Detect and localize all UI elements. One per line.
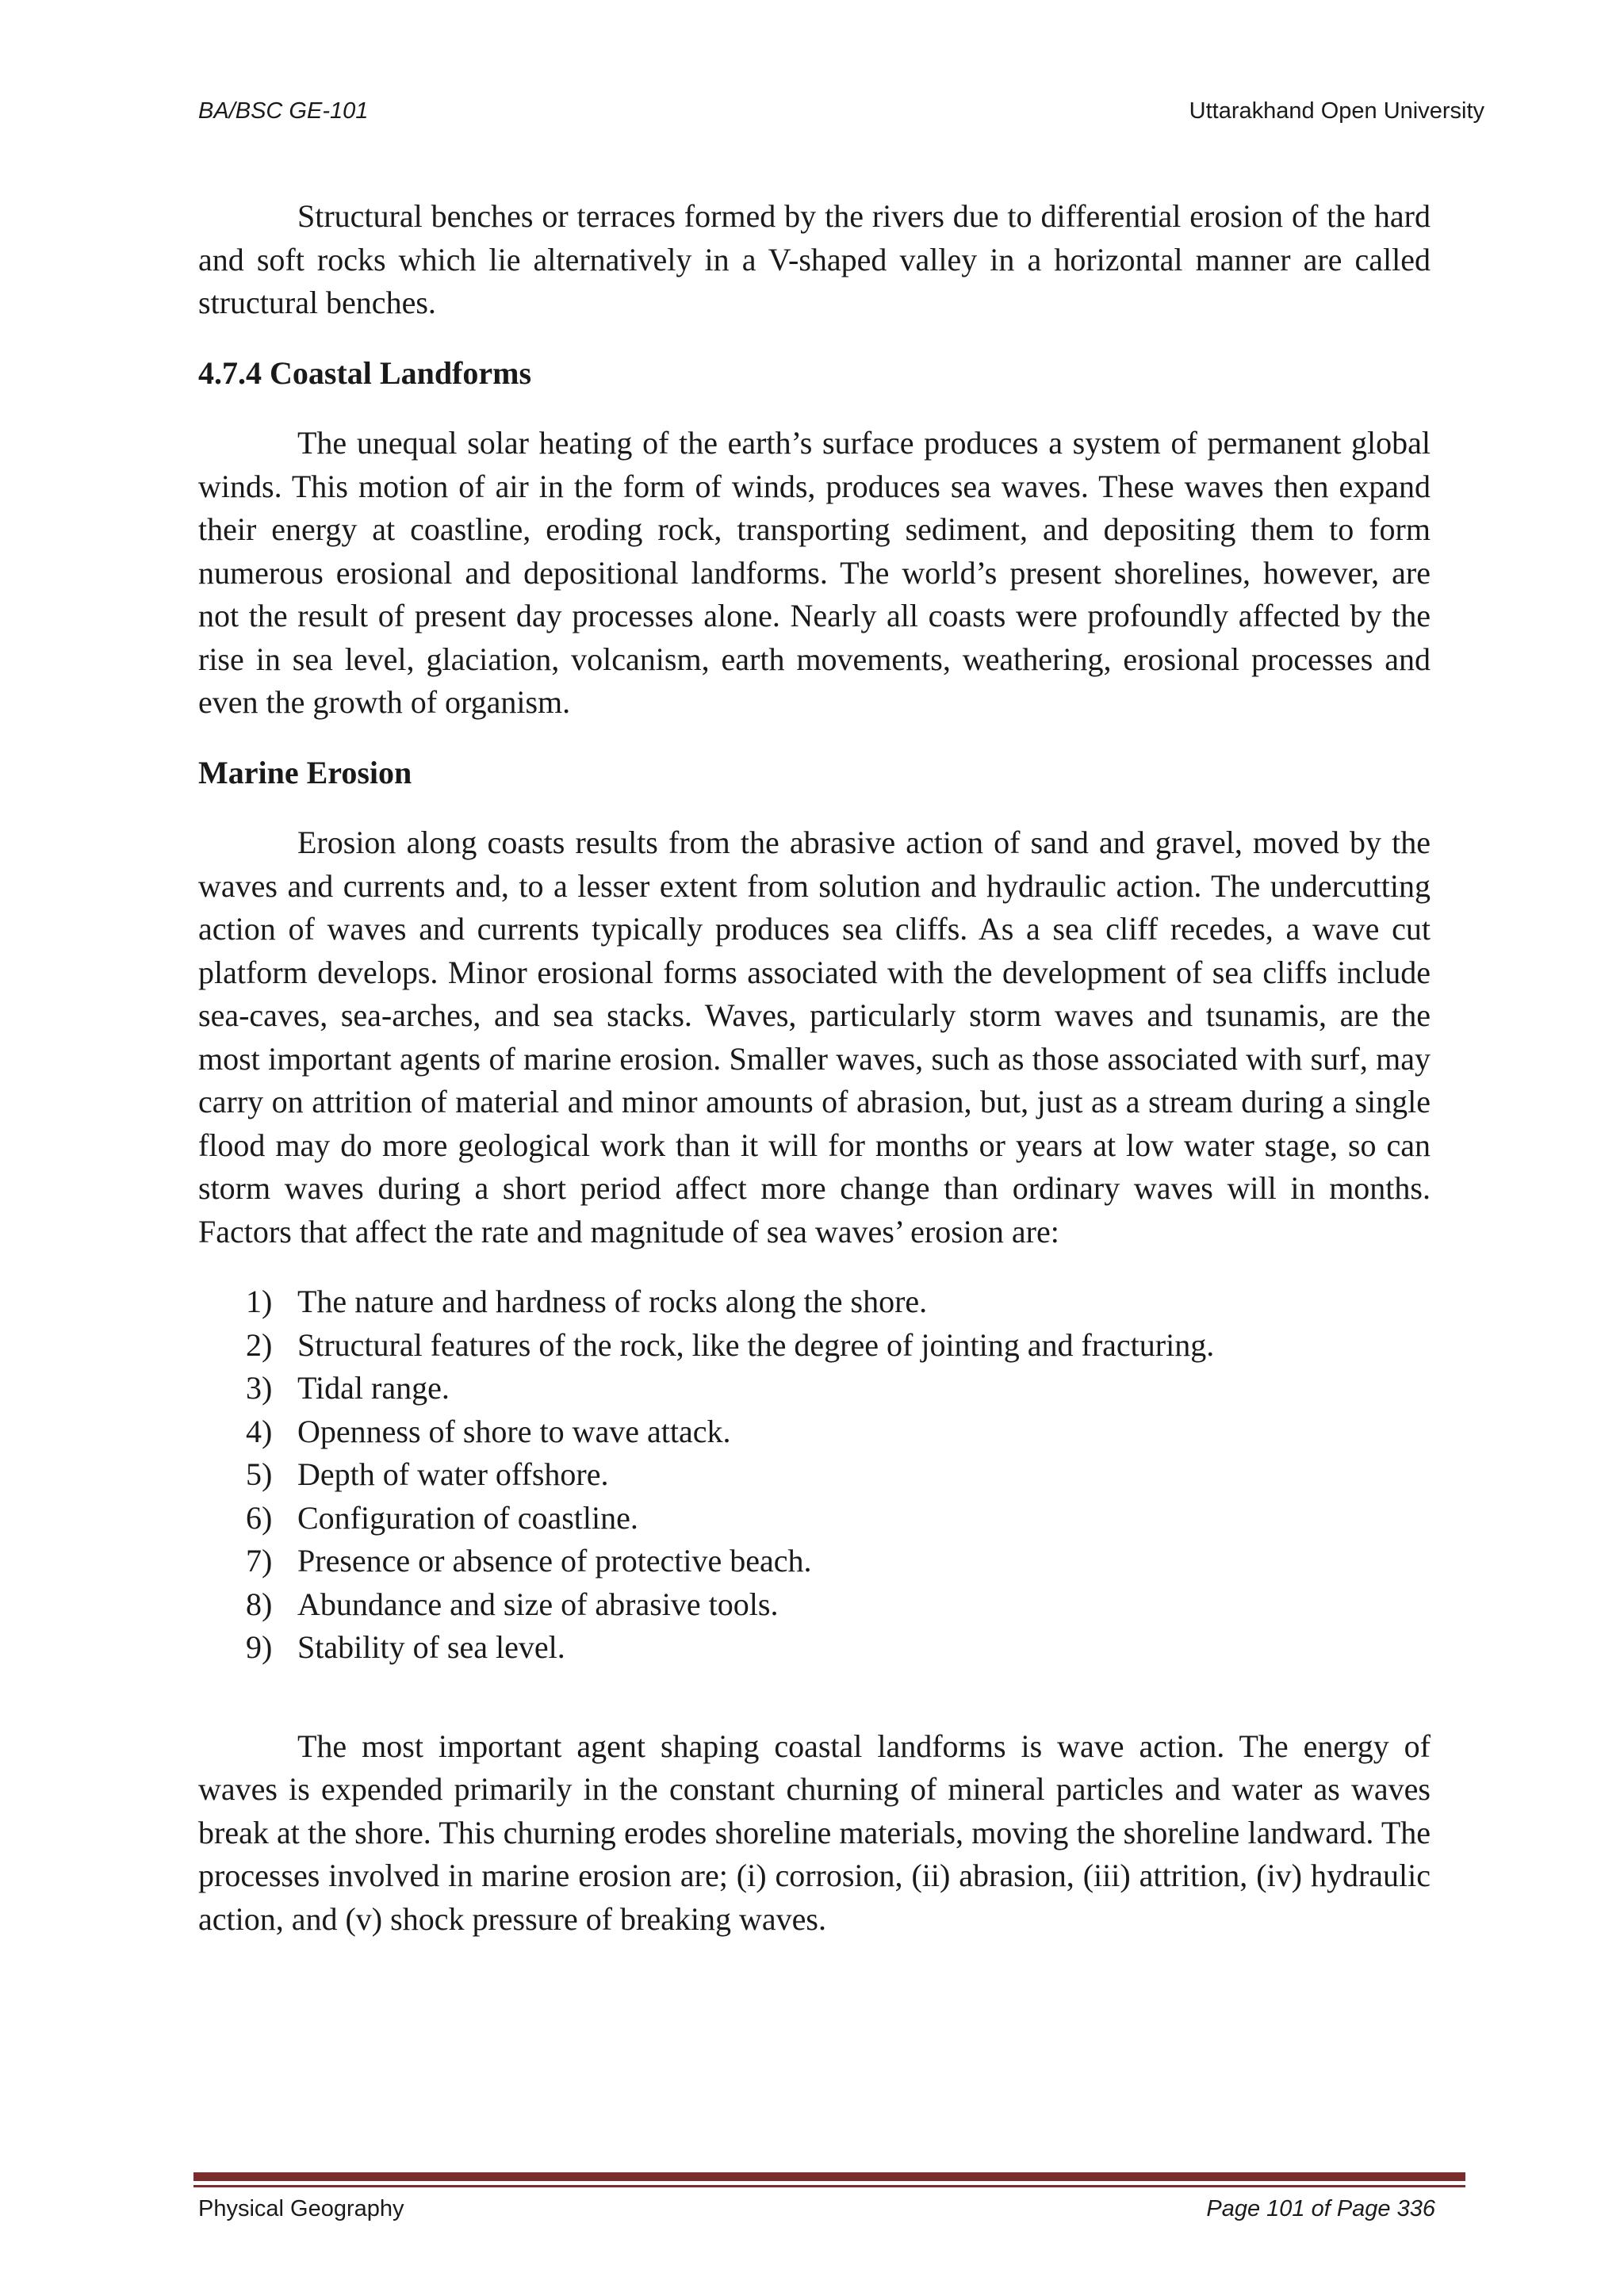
list-item bbox=[198, 1367, 1431, 1410]
list-item bbox=[198, 1497, 1431, 1540]
list-item-number: 6) bbox=[246, 1499, 273, 1536]
list-item-text: Abundance and size of abrasive tools. bbox=[297, 1586, 779, 1622]
list-item bbox=[198, 1540, 1431, 1583]
list-item-text: The nature and hardness of rocks along the shore. bbox=[297, 1284, 928, 1319]
paragraph-wave-action: The most important agent shaping coastal landforms is wave action. The energy of waves is expended primarily in the constant churning of mineral particles and water as waves break at the shore. This churning erodes shoreline materials, moving the shoreline landward. The processes involved in marine erosion are; (i) corrosion, (ii) abrasion, (iii) attrition, (iv) hydraulic action, and (v) shock pressure of breaking waves. bbox=[198, 1728, 1431, 1937]
factors-list bbox=[198, 1280, 1431, 1670]
section-heading-marine-erosion: Marine Erosion bbox=[198, 754, 412, 790]
list-item-text: Presence or absence of protective beach. bbox=[297, 1543, 812, 1578]
list-item-number: 7) bbox=[246, 1543, 273, 1578]
list-item bbox=[198, 1626, 1431, 1670]
list-item-text: Tidal range. bbox=[297, 1370, 450, 1406]
list-item bbox=[198, 1410, 1431, 1454]
page-body bbox=[198, 195, 1431, 1941]
header-course-code: BA/BSC GE-101 bbox=[198, 98, 369, 124]
list-item bbox=[198, 1280, 1431, 1324]
list-item-number: 9) bbox=[246, 1629, 273, 1665]
list-item-number: 4) bbox=[246, 1413, 273, 1449]
list-item-text: Depth of water offshore. bbox=[297, 1456, 609, 1492]
list-item-text: Openness of shore to wave attack. bbox=[297, 1413, 731, 1449]
paragraph-coastal-intro: The unequal solar heating of the earth’s surface produces a system of permanent global winds. This motion of air in the form of winds, produces sea waves. These waves then expand their energy at coastline, eroding rock, transporting sediment, and depositing them to form numerous erosional and depositional landforms. The world’s present shorelines, however, are not the result of present day processes alone. Nearly all coasts were profoundly affected by the rise in sea level, glaciation, volcanism, earth movements, weathering, erosional processes and even the growth of organism. bbox=[198, 425, 1431, 720]
list-item bbox=[198, 1324, 1431, 1368]
list-item-number: 3) bbox=[246, 1370, 273, 1406]
list-item-number: 5) bbox=[246, 1456, 273, 1492]
list-item-text: Structural features of the rock, like the degree of jointing and fracturing. bbox=[297, 1326, 1215, 1363]
list-item-text: Configuration of coastline. bbox=[297, 1499, 638, 1536]
list-item-number: 1) bbox=[246, 1284, 273, 1319]
list-item-number: 8) bbox=[246, 1586, 273, 1622]
list-item-text: Stability of sea level. bbox=[297, 1629, 565, 1665]
section-heading-coastal-landforms: 4.7.4 Coastal Landforms bbox=[198, 354, 532, 391]
list-item bbox=[198, 1583, 1431, 1627]
list-item bbox=[198, 1453, 1431, 1497]
footer-subject: Physical Geography bbox=[198, 2196, 404, 2221]
paragraph-structural-benches: Structural benches or terraces formed by the rivers due to differential erosion of the hard and soft rocks which lie alternatively in a V-shaped valley in a horizontal manner are called structural benches. bbox=[198, 198, 1431, 320]
list-item-number: 2) bbox=[246, 1326, 273, 1363]
header-university: Uttarakhand Open University bbox=[1189, 98, 1484, 124]
paragraph-marine-erosion: Erosion along coasts results from the abrasive action of sand and gravel, moved by the waves and currents and, to a lesser extent from solution and hydraulic action. The undercutting action of waves and currents typically produces sea cliffs. As a sea cliff recedes, a wave cut platform develops. Minor erosional forms associated with the development of sea cliffs include sea-caves, sea-arches, and sea stacks. Waves, particularly storm waves and tsunamis, are the most important agents of marine erosion. Smaller waves, such as those associated with surf, may carry on attrition of material and minor amounts of abrasion, but, just as a stream during a single flood may do more geological work than it will for months or years at low water stage, so can storm waves during a short period affect more change than ordinary waves will in months. Factors that affect the rate and magnitude of sea waves’ erosion are: bbox=[198, 825, 1431, 1249]
footer-divider bbox=[193, 2172, 1465, 2188]
footer-page-number: Page 101 of Page 336 bbox=[1206, 2196, 1435, 2221]
